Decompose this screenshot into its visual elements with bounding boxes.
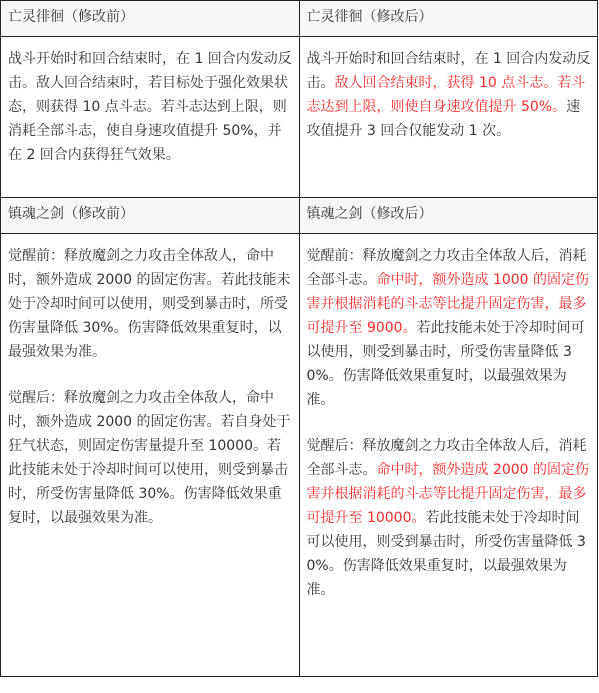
unchanged-text: 觉醒前：释放魔剑之力攻击全体敌人后，消耗全部斗志。 xyxy=(306,248,587,288)
changed-text: 命中时，额外造成 1000 的固定伤害并根据消耗的斗志等比提升固定伤害，最多可提升至 9000。 xyxy=(306,272,590,336)
unchanged-text: 若此技能未处于冷却时间可以使用，则受到暴击时，所受伤害量降低 30%。伤害降低效果重复时，以最强效果为准。 xyxy=(306,510,586,598)
pre-awakening-text: 觉醒前：释放魔剑之力攻击全体敌人，命中时，额外造成 2000 的固定伤害。若此技能未处于冷却时间可以使用，则受到暴击时，所受伤害量降低 30%。伤害降低效果重复时，以最强效果为准。 xyxy=(8,248,291,360)
skill-header-before: 亡灵徘徊（修改前） xyxy=(1,1,300,37)
skill-header-after: 亡灵徘徊（修改后） xyxy=(299,1,598,37)
changed-text: 敌人回合结束时，获得 10 点斗志。若斗志达到上限，则使自身速攻值提升 50%。 xyxy=(306,75,586,115)
unchanged-text: 战斗开始时和回合结束时，在 1 回合内发动反击。 xyxy=(306,51,591,91)
table-row xyxy=(1,1,598,37)
description-text: 战斗开始时和回合结束时，在 1 回合内发动反击。敌人回合结束时，若目标处于强化效果状态，则获得 10 点斗志。若斗志达到上限，则消耗全部斗志，使自身速攻值提升 50%，并在 2 回合内获得狂气效果。 xyxy=(8,51,292,163)
table-row xyxy=(1,37,598,198)
skill-header-before: 镇魂之剑（修改前） xyxy=(1,198,300,234)
skill-description-before xyxy=(1,234,300,677)
post-awakening-text xyxy=(307,434,592,602)
unchanged-text: 速攻值提升 3 回合仅能发动 1 次。 xyxy=(306,99,581,139)
skill-description-after xyxy=(299,37,598,198)
table-row xyxy=(1,234,598,677)
post-awakening-text: 觉醒后：释放魔剑之力攻击全体敌人，命中时，额外造成 2000 的固定伤害。若自身处于狂气状态，则固定伤害量提升至 10000。若此技能未处于冷却时间可以使用，则受到暴击时，所受伤害量降低 30%。伤害降低效果重复时，以最强效果为准。 xyxy=(8,390,291,526)
changed-text: 命中时，额外造成 2000 的固定伤害并根据消耗的斗志等比提升固定伤害，最多可提升至 10000。 xyxy=(306,462,590,526)
pre-awakening-text xyxy=(307,244,592,412)
unchanged-text: 若此技能未处于冷却时间可以使用，则受到暴击时，所受伤害量降低 30%。伤害降低效果重复时，以最强效果为准。 xyxy=(306,320,585,408)
unchanged-text: 觉醒后：释放魔剑之力攻击全体敌人后，消耗全部斗志。 xyxy=(306,438,587,478)
description-text xyxy=(307,47,592,143)
skill-description-after xyxy=(299,234,598,677)
skill-description-before xyxy=(1,37,300,198)
skill-header-after: 镇魂之剑（修改后） xyxy=(299,198,598,234)
table-row xyxy=(1,198,598,234)
